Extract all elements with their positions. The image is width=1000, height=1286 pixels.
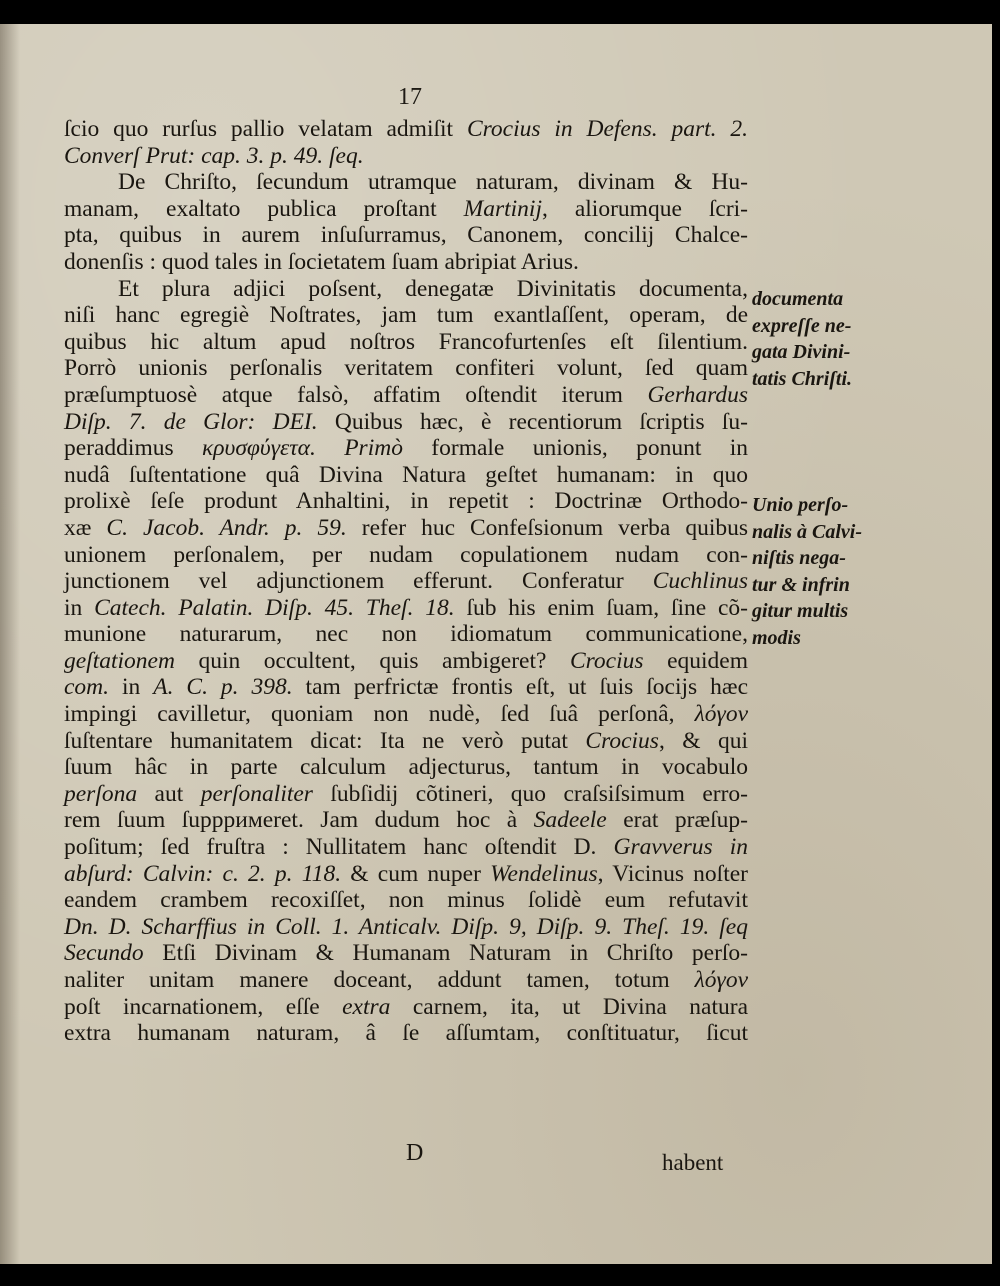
text-line: [64, 355, 748, 382]
italic-segment: Secundo: [64, 940, 144, 967]
roman-segment: extra humanam naturam, â ſe aſſumtam, conſtituatur, ſicut: [64, 1020, 748, 1047]
roman-segment: [316, 435, 344, 461]
text-line: [64, 462, 748, 489]
text-line: [64, 435, 748, 462]
italic-segment: A. C. p. 398.: [153, 674, 293, 701]
roman-segment: xæ: [64, 514, 107, 541]
italic-segment: Diſp. 7. de Glor: DEI.: [64, 408, 318, 435]
text-line: [64, 1020, 748, 1047]
text-line: [64, 807, 748, 834]
roman-segment: ſuum hâc in parte calculum adjecturus, tantum in vocabulo: [64, 754, 748, 781]
text-line: [64, 781, 748, 808]
page-gutter-shadow: [0, 24, 20, 1264]
text-line: [64, 515, 748, 542]
text-line: [64, 701, 748, 728]
text-line: [64, 595, 748, 622]
roman-segment: junctionem vel adjunctionem efferunt. Conferatur: [64, 568, 653, 595]
text-line: [64, 967, 748, 994]
marginal-line: gitur multis: [752, 600, 849, 622]
italic-segment: perſonaliter: [200, 780, 313, 807]
text-line: [64, 276, 748, 303]
italic-segment: Wendelinus: [490, 860, 598, 887]
roman-segment: ſuſtentare humanitatem dicat: Ita ne verò putat: [64, 727, 586, 754]
roman-segment: Quibus hæc, è recentiorum ſcriptis ſu-: [317, 408, 748, 435]
italic-segment: Catech. Palatin. Diſp. 45. Theſ. 18.: [94, 594, 455, 621]
text-line: [64, 116, 748, 143]
roman-segment: carnem, ita, ut Divina natura: [390, 993, 749, 1020]
page-number: 17: [398, 84, 422, 110]
text-line: [64, 754, 748, 781]
text-line: [64, 728, 748, 755]
text-line: [64, 169, 748, 196]
italic-segment: Primò: [344, 435, 403, 462]
roman-segment: De Chriſto, ſecundum utramque naturam, divinam & Hu-: [118, 169, 748, 196]
roman-segment: tam perfrictæ frontis eſt, ut ſuis ſocijs hæc: [292, 674, 749, 701]
text-line: [64, 409, 748, 436]
italic-segment: extra: [342, 993, 391, 1020]
roman-segment: pta, quibus in aurem inſuſurramus, Canonem, concilij Chalce-: [64, 222, 748, 249]
italic-segment: Converſ Prut: cap. 3. p. 49. ſeq.: [64, 142, 364, 169]
roman-segment: & cum nuper: [341, 860, 491, 887]
main-text-block: [64, 116, 748, 1047]
italic-segment: abſurd: Calvin: c. 2. p. 118.: [64, 860, 342, 887]
text-line: [64, 249, 748, 276]
roman-segment: Porrò unionis perſonalis veritatem confiteri volunt, ſed quam: [64, 355, 748, 382]
text-line: [64, 488, 748, 515]
text-line: [64, 994, 748, 1021]
roman-segment: , Vicinus noſter: [597, 860, 748, 887]
roman-segment: in: [64, 594, 95, 621]
roman-segment: quibus hic altum apud noſtros Francofurtenſes eſt ſilentium.: [64, 328, 748, 355]
marginal-line: nalis à Calvi-: [752, 520, 863, 543]
roman-segment: refer huc Confeſsionum verba quibus: [346, 514, 748, 541]
roman-segment: poſt incarnationem, eſſe: [64, 993, 343, 1020]
roman-segment: quin occultent, quis ambigeret?: [174, 647, 570, 674]
roman-segment: erat præſup-: [606, 807, 749, 834]
catchword: habent: [662, 1150, 724, 1175]
roman-segment: unionem perſonalem, per nudam copulationem nudam con-: [64, 541, 748, 568]
italic-segment: C. Jacob. Andr. p. 59.: [106, 514, 347, 541]
text-line: [64, 542, 748, 569]
roman-segment: Etſi Divinam & Humanam Naturam in Chriſto perſo-: [143, 940, 748, 967]
roman-segment: naliter unitam manere doceant, addunt tamen, totum: [64, 967, 695, 993]
text-line: [64, 568, 748, 595]
roman-segment: , & qui: [658, 727, 749, 754]
italic-segment: λόγον: [694, 967, 748, 993]
marginal-line: Unio perſo-: [752, 494, 849, 516]
roman-segment: Et plura adjici poſsent, denegatæ Divinitatis documenta,: [118, 275, 748, 302]
text-line: [64, 222, 748, 249]
roman-segment: niſi hanc egregiè Noſtrates, jam tum exantlaſſent, operam, de: [64, 302, 748, 329]
text-line: [64, 940, 748, 967]
italic-segment: Dn. D. Scharffius in Coll. 1. Anticalv. Diſp. 9, Diſp. 9. Theſ. 19. ſeq: [64, 913, 748, 940]
roman-segment: ſubſidij cõtineri, quo craſsiſsimum erro-: [312, 780, 748, 807]
text-line: [64, 674, 748, 701]
marginal-line: tatis Chriſti.: [752, 367, 853, 390]
marginal-line: tur & infrin: [752, 573, 850, 596]
roman-segment: ſcio quo rurſus pallio velatam admiſit: [64, 116, 467, 142]
italic-segment: Crocius: [585, 727, 659, 754]
text-line: [64, 196, 748, 223]
book-page: [0, 24, 992, 1264]
text-line: [64, 329, 748, 356]
text-line: [64, 648, 748, 675]
roman-segment: equidem: [643, 647, 749, 674]
text-line: [64, 861, 748, 888]
italic-segment: Gerhardus: [647, 381, 748, 408]
italic-segment: Gravverus in: [613, 834, 749, 861]
roman-segment: rem ſuum ſuppримeret. Jam dudum hoc à: [64, 807, 534, 834]
roman-segment: impingi cavilletur, quoniam non nudè, ſed ſuâ perſonâ,: [64, 701, 695, 728]
text-line: [64, 834, 748, 861]
marginal-line: expreſſe ne-: [752, 314, 852, 337]
roman-segment: munione naturarum, nec non idiomatum communicatione,: [64, 621, 748, 648]
text-line: [64, 302, 748, 329]
marginal-line: modis: [752, 626, 801, 649]
text-line: [64, 143, 748, 170]
text-line: [64, 621, 748, 648]
roman-segment: peraddimus: [64, 435, 202, 462]
italic-segment: λόγον: [694, 701, 748, 728]
marginal-note-documenta: [752, 286, 992, 392]
roman-segment: ſub his enim ſuam, ſine cõ-: [454, 594, 748, 621]
roman-segment: prolixè ſeſe produnt Anhaltini, in repetit : Doctrinæ Orthodo-: [64, 488, 748, 515]
italic-segment: perſona: [64, 780, 138, 807]
roman-segment: formale unionis, ponunt in: [402, 435, 749, 462]
roman-segment: præſumptuosè atque falsò, affatim oſtendit iterum: [64, 381, 648, 408]
roman-segment: donenſis : quod tales in ſocietatem ſuam abripiat Arius.: [64, 248, 579, 275]
roman-segment: , aliorumque ſcri-: [541, 195, 748, 222]
italic-segment: Martinij: [463, 195, 542, 222]
marginal-line: gata Divini-: [752, 341, 851, 363]
italic-segment: Sadeele: [533, 807, 607, 834]
signature-mark: D: [406, 1140, 424, 1166]
marginal-line: documenta: [752, 288, 844, 310]
italic-segment: Cuchlinus: [652, 568, 748, 595]
roman-segment: in: [109, 674, 154, 701]
italic-segment: Crocius in Defens. part. 2.: [466, 116, 748, 142]
roman-segment: nudâ ſuſtentatione quâ Divina Natura geſtet humanam: in quo: [64, 461, 748, 488]
text-line: [64, 382, 748, 409]
roman-segment: eandem crambem recoxiſſet, non minus ſolidè eum refutavit: [64, 887, 748, 914]
marginal-line: niſtis nega-: [752, 547, 846, 569]
italic-segment: geſtationem: [64, 647, 175, 674]
roman-segment: aut: [137, 780, 201, 807]
text-line: [64, 914, 748, 941]
roman-segment: poſitum; ſed fruſtra : Nullitatem hanc oſtendit D.: [64, 834, 614, 861]
italic-segment: com.: [64, 674, 110, 701]
italic-segment: κρυσφύγετα.: [201, 435, 316, 462]
roman-segment: manam, exaltato publica proſtant: [64, 195, 464, 222]
marginal-note-unio: [752, 492, 992, 651]
italic-segment: Crocius: [569, 647, 644, 674]
text-line: [64, 887, 748, 914]
